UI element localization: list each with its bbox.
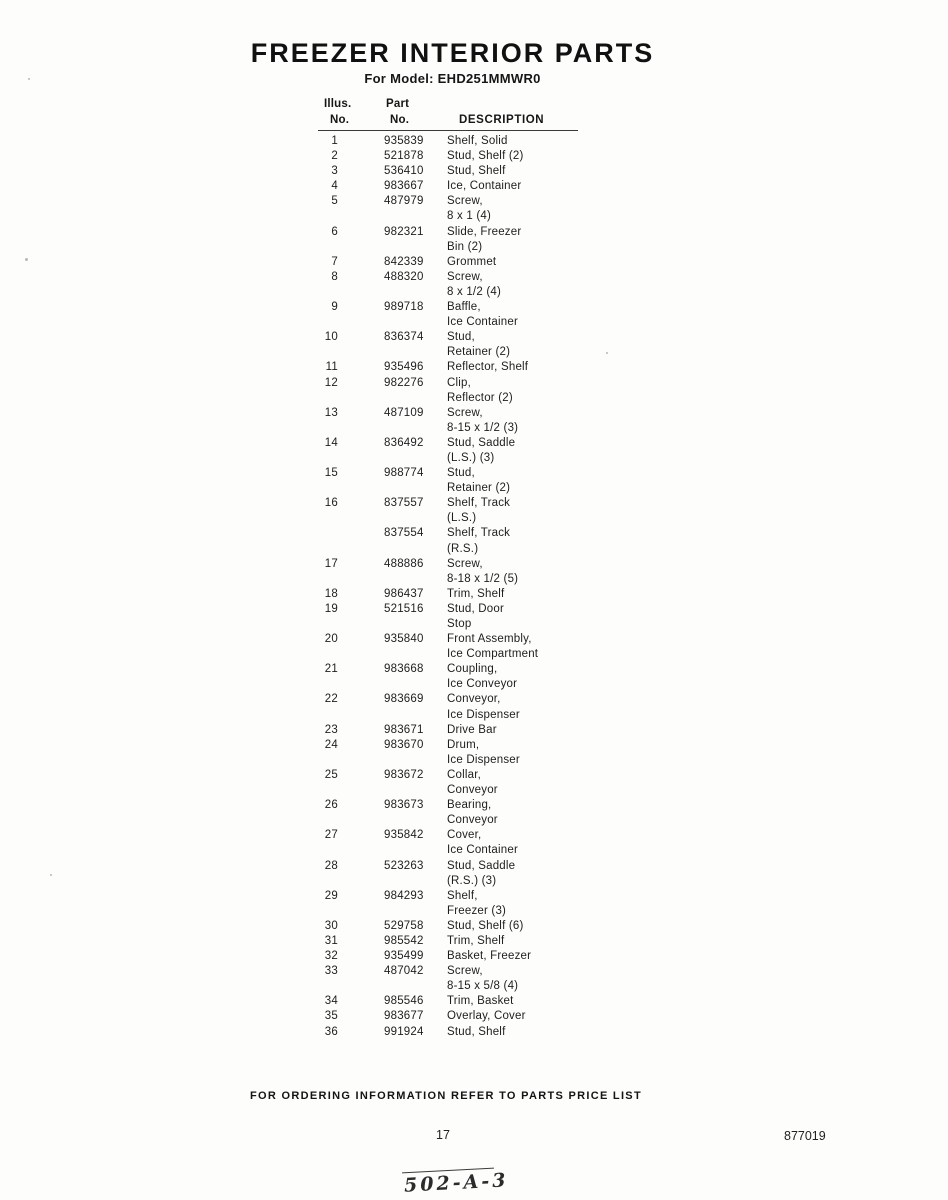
page-title: FREEZER INTERIOR PARTS [250, 38, 655, 68]
description-cell [447, 225, 578, 255]
illus-no-cell: 26 [324, 799, 338, 812]
table-row [318, 934, 578, 949]
description-cell [447, 723, 578, 738]
description-line: Cover, [447, 829, 482, 842]
description-line: Stud, Door [447, 602, 504, 615]
description-cell [447, 949, 578, 964]
description-cell [447, 964, 578, 994]
description-line: Screw, [447, 195, 483, 208]
description-line: Drive Bar [447, 723, 497, 736]
part-no-cell: 983673 [384, 799, 424, 812]
part-no-cell: 521878 [384, 150, 424, 163]
illus-no-cell: 15 [324, 467, 338, 480]
part-no-cell: 985542 [384, 934, 424, 947]
table-row [318, 406, 578, 436]
parts-table [318, 97, 578, 1040]
description-line: Front Assembly, [447, 633, 532, 646]
description-cell [447, 406, 578, 436]
scan-artifact [50, 874, 52, 876]
description-cell [447, 798, 578, 828]
table-row [318, 255, 578, 270]
description-line: Stud, Shelf [447, 165, 506, 178]
description-cell [447, 889, 578, 919]
description-line: Stud, Shelf (6) [447, 919, 524, 932]
description-line: (L.S.) [447, 512, 477, 525]
table-row [318, 496, 578, 526]
description-line: Grommet [447, 255, 497, 268]
table-row [318, 134, 578, 149]
part-no-cell: 836492 [384, 436, 424, 449]
illus-no-cell: 3 [331, 165, 338, 178]
table-row [318, 300, 578, 330]
part-no-cell: 983667 [384, 180, 424, 193]
illus-no-cell: 1 [331, 135, 338, 147]
description-line: Clip, [447, 376, 472, 389]
part-no-cell: 488320 [384, 270, 424, 283]
description-line: Ice Compartment [447, 648, 539, 661]
description-cell [447, 602, 578, 632]
description-line: Retainer (2) [447, 482, 511, 495]
description-line: Ice Container [447, 316, 518, 329]
description-line: Shelf, Track [447, 527, 511, 540]
description-line: Conveyor [447, 814, 498, 827]
description-cell [447, 164, 578, 179]
description-line: Collar, [447, 768, 481, 781]
table-row [318, 360, 578, 375]
part-no-cell: 529758 [384, 919, 424, 932]
illus-no-cell: 21 [324, 663, 338, 676]
table-row [318, 919, 578, 934]
table-row [318, 557, 578, 587]
description-line: Stud, Shelf [447, 1025, 506, 1038]
description-line: Ice Dispenser [447, 708, 520, 721]
part-no-cell: 983670 [384, 738, 424, 751]
description-line: Conveyor [447, 784, 498, 797]
description-line: Shelf, Solid [447, 135, 508, 147]
illus-no-cell: 28 [324, 859, 338, 872]
part-no-cell: 982321 [384, 225, 424, 238]
illus-no-cell: 33 [324, 965, 338, 978]
description-cell [447, 255, 578, 270]
illus-no-cell: 7 [331, 255, 338, 268]
illus-no-cell: 32 [324, 950, 338, 963]
description-line: Stud, Shelf (2) [447, 150, 524, 163]
part-no-cell: 982276 [384, 376, 424, 389]
part-no-cell: 836374 [384, 331, 424, 344]
table-row [318, 376, 578, 406]
description-cell [447, 1009, 578, 1024]
description-cell [447, 859, 578, 889]
table-row [318, 632, 578, 662]
part-no-cell: 935496 [384, 361, 424, 374]
table-row [318, 723, 578, 738]
table-row [318, 828, 578, 858]
description-line: Drum, [447, 738, 480, 751]
header-illus-line1: Illus. [324, 98, 352, 110]
description-line: Screw, [447, 557, 483, 570]
scan-artifact [606, 352, 608, 354]
description-line: (L.S.) (3) [447, 451, 495, 464]
illus-no-cell: 11 [325, 361, 338, 374]
description-cell [447, 526, 578, 556]
description-cell [447, 134, 578, 149]
illus-no-cell: 4 [331, 180, 338, 193]
table-row [318, 436, 578, 466]
part-no-cell: 989718 [384, 301, 424, 314]
header-illus-line2: No. [330, 114, 350, 126]
illus-no-cell: 19 [324, 602, 338, 615]
ordering-info-note: FOR ORDERING INFORMATION REFER TO PARTS PRICE LIST [250, 1090, 642, 1102]
illus-no-cell: 5 [331, 195, 338, 208]
part-no-cell: 988774 [384, 467, 424, 480]
table-row [318, 225, 578, 255]
description-line: Trim, Basket [447, 995, 514, 1008]
illus-no-cell: 20 [324, 633, 338, 646]
table-row [318, 466, 578, 496]
illus-no-cell: 31 [324, 934, 338, 947]
table-row [318, 889, 578, 919]
table-row [318, 859, 578, 889]
header-part-line1: Part [386, 98, 410, 110]
part-no-cell: 523263 [384, 859, 424, 872]
description-line: 8-15 x 1/2 (3) [447, 421, 519, 434]
header-part-line2: No. [390, 114, 410, 126]
description-line: Screw, [447, 270, 483, 283]
illus-no-cell: 35 [324, 1010, 338, 1023]
description-line: Retainer (2) [447, 346, 511, 359]
description-line: (R.S.) [447, 542, 479, 555]
header-description: DESCRIPTION [459, 114, 545, 126]
description-line: Stud, [447, 331, 475, 344]
table-row [318, 1009, 578, 1024]
illus-no-cell: 36 [324, 1025, 338, 1038]
part-no-cell: 986437 [384, 587, 424, 600]
table-row [318, 692, 578, 722]
description-cell [447, 919, 578, 934]
description-line: Basket, Freezer [447, 950, 532, 963]
table-row [318, 949, 578, 964]
parts-table-body [318, 134, 578, 1040]
description-line: 8-18 x 1/2 (5) [447, 572, 519, 585]
description-cell [447, 692, 578, 722]
description-line: Freezer (3) [447, 904, 507, 917]
table-row [318, 1025, 578, 1040]
illus-no-cell: 8 [331, 270, 338, 283]
description-line: Shelf, [447, 889, 478, 902]
description-cell [447, 632, 578, 662]
part-no-cell: 521516 [384, 602, 424, 615]
table-row [318, 662, 578, 692]
illus-no-cell: 10 [324, 331, 338, 344]
part-no-cell: 983671 [384, 723, 424, 736]
description-cell [447, 934, 578, 949]
description-line: Stop [447, 618, 472, 630]
illus-no-cell: 18 [324, 587, 338, 600]
illus-no-cell: 34 [324, 995, 338, 1008]
description-cell [447, 587, 578, 602]
illus-no-cell: 30 [324, 919, 338, 932]
description-line: Ice Dispenser [447, 753, 520, 766]
description-line: Ice Conveyor [447, 678, 518, 691]
table-row [318, 149, 578, 164]
illus-no-cell: 12 [324, 376, 338, 389]
scan-artifact [28, 78, 30, 80]
description-cell [447, 376, 578, 406]
description-cell [447, 994, 578, 1009]
table-row [318, 587, 578, 602]
description-cell [447, 466, 578, 496]
description-cell [447, 1025, 578, 1040]
description-line: Ice, Container [447, 180, 522, 193]
description-line: Overlay, Cover [447, 1010, 526, 1023]
part-no-cell: 985546 [384, 995, 424, 1008]
part-no-cell: 983668 [384, 663, 424, 676]
illus-no-cell: 13 [324, 406, 338, 419]
illus-no-cell: 23 [324, 723, 338, 736]
table-row [318, 526, 578, 556]
description-line: Coupling, [447, 663, 498, 676]
scan-artifact [25, 258, 28, 261]
table-row [318, 798, 578, 828]
table-row [318, 602, 578, 632]
description-line: 8-15 x 5/8 (4) [447, 980, 519, 993]
part-no-cell: 487109 [384, 406, 424, 419]
description-cell [447, 149, 578, 164]
part-no-cell: 984293 [384, 889, 424, 902]
description-line: Bearing, [447, 799, 492, 812]
part-no-cell: 935840 [384, 633, 424, 646]
part-no-cell: 837557 [384, 497, 424, 510]
description-line: 8 x 1 (4) [447, 210, 491, 223]
table-row [318, 194, 578, 224]
table-header [318, 97, 578, 131]
description-line: Screw, [447, 965, 483, 978]
description-line: (R.S.) (3) [447, 874, 497, 887]
description-cell [447, 360, 578, 375]
description-cell [447, 557, 578, 587]
description-cell [447, 436, 578, 466]
part-no-cell: 935839 [384, 135, 424, 147]
illus-no-cell: 29 [324, 889, 338, 902]
handwritten-note: 502-A-3 [403, 1169, 509, 1197]
illus-no-cell: 2 [331, 150, 338, 163]
description-line: Shelf, Track [447, 497, 511, 510]
model-subtitle: For Model: EHD251MMWR0 [364, 71, 541, 86]
description-cell [447, 738, 578, 768]
description-line: Reflector (2) [447, 391, 513, 404]
description-line: Conveyor, [447, 693, 501, 706]
description-line: Slide, Freezer [447, 225, 522, 238]
description-cell [447, 300, 578, 330]
description-cell [447, 179, 578, 194]
page-number: 17 [436, 1128, 450, 1142]
description-cell [447, 828, 578, 858]
part-no-cell: 487042 [384, 965, 424, 978]
description-cell [447, 270, 578, 300]
description-line: Baffle, [447, 301, 481, 314]
description-cell [447, 662, 578, 692]
table-row [318, 994, 578, 1009]
table-row [318, 270, 578, 300]
description-line: Bin (2) [447, 240, 483, 253]
illus-no-cell: 27 [324, 829, 338, 842]
illus-no-cell: 14 [324, 436, 338, 449]
description-cell [447, 194, 578, 224]
part-no-cell: 983672 [384, 768, 424, 781]
illus-no-cell: 22 [324, 693, 338, 706]
description-line: Trim, Shelf [447, 587, 505, 600]
description-line: Stud, Saddle [447, 436, 516, 449]
part-no-cell: 842339 [384, 255, 424, 268]
description-line: Stud, [447, 467, 475, 480]
description-cell [447, 330, 578, 360]
illus-no-cell: 17 [324, 557, 338, 570]
description-line: 8 x 1/2 (4) [447, 285, 501, 298]
description-line: Screw, [447, 406, 483, 419]
table-row [318, 164, 578, 179]
illus-no-cell: 9 [331, 301, 338, 314]
part-no-cell: 935842 [384, 829, 424, 842]
table-row [318, 179, 578, 194]
table-row [318, 768, 578, 798]
illus-no-cell: 25 [324, 768, 338, 781]
part-no-cell: 837554 [384, 527, 424, 540]
illus-no-cell: 6 [331, 225, 338, 238]
illus-no-cell: 16 [324, 497, 338, 510]
description-cell [447, 768, 578, 798]
part-no-cell: 488886 [384, 557, 424, 570]
part-no-cell: 983677 [384, 1010, 424, 1023]
description-line: Ice Container [447, 844, 518, 857]
document-number: 877019 [784, 1129, 826, 1143]
table-row [318, 738, 578, 768]
illus-no-cell: 24 [324, 738, 338, 751]
part-no-cell: 487979 [384, 195, 424, 208]
part-no-cell: 536410 [384, 165, 424, 178]
part-no-cell: 935499 [384, 950, 424, 963]
description-line: Stud, Saddle [447, 859, 516, 872]
description-cell [447, 496, 578, 526]
table-row [318, 964, 578, 994]
description-line: Reflector, Shelf [447, 361, 529, 374]
part-no-cell: 983669 [384, 693, 424, 706]
table-row [318, 330, 578, 360]
part-no-cell: 991924 [384, 1025, 424, 1038]
description-line: Trim, Shelf [447, 934, 505, 947]
